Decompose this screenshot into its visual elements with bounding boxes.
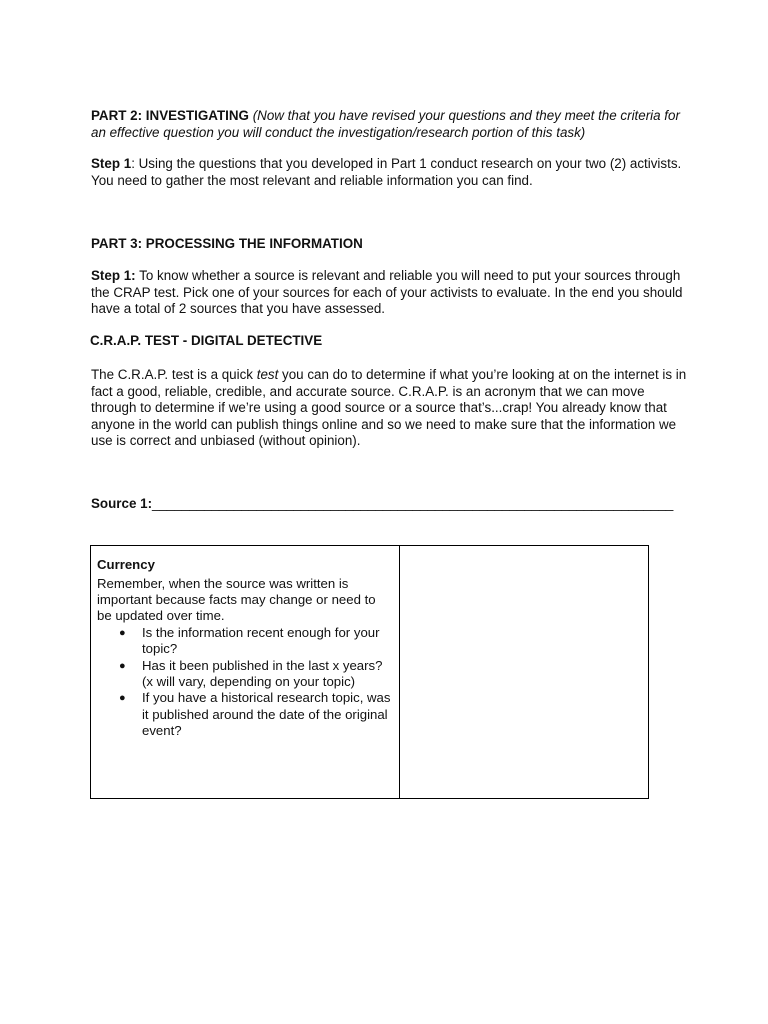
bullet-icon: ● <box>119 626 126 639</box>
crap-intro-a: The C.R.A.P. test is a quick <box>91 367 257 382</box>
currency-answer-cell[interactable] <box>400 546 648 798</box>
part2-step1 <box>91 156 691 189</box>
part3-step1-label: Step 1: <box>91 268 136 283</box>
part2-step1-label: Step 1 <box>91 156 132 171</box>
part2-note: (Now that you have revised your questions and they meet the criteria for an effective question you will conduct the investigation/research portion of this task) <box>91 108 680 140</box>
currency-list <box>97 625 393 740</box>
part3-section <box>91 236 691 253</box>
crap-intro <box>91 367 691 450</box>
part3-heading: PART 3: PROCESSING THE INFORMATION <box>91 236 363 251</box>
list-item <box>119 690 393 739</box>
crap-intro-b: you can do to determine if what you’re looking at on the internet is in fact a good, reliable, credible, and accurate source. C.R.A.P. is an acronym that we can move through to determine if we’re using a good source or a source that’s...crap! You already know that anyone in the world can publish things online and so we need to make sure that the information we use is correct and unbiased (without opinion). <box>91 367 687 448</box>
source1-field <box>91 496 691 513</box>
part2-heading: PART 2: INVESTIGATING <box>91 108 249 123</box>
part2-step1-text: : Using the questions that you developed in Part 1 conduct research on your two (2) activists. You need to gather the most relevant and reliable information you can find. <box>91 156 682 188</box>
bullet-icon: ● <box>119 692 126 705</box>
part2-paragraph <box>91 108 691 141</box>
crap-intro-em: test <box>256 367 279 382</box>
currency-title: Currency <box>97 557 155 572</box>
crap-section-heading <box>90 333 690 350</box>
source1-label: Source 1: <box>91 496 153 511</box>
list-item <box>119 657 393 691</box>
list-item-text: Is the information recent enough for your topic? <box>142 624 380 657</box>
bullet-icon: ● <box>119 659 126 672</box>
list-item-text: If you have a historical research topic, was it published around the date of the original event? <box>142 690 391 739</box>
crap-table <box>90 545 649 799</box>
currency-cell <box>91 546 400 798</box>
list-item <box>119 624 393 658</box>
part3-step1-text: To know whether a source is relevant and reliable you will need to put your sources through the CRAP test. Pick one of your sources for each of your activists to evaluate. In the end you should have a total of 2 sources that you have assessed. <box>91 268 683 316</box>
crap-heading: C.R.A.P. TEST - DIGITAL DETECTIVE <box>90 333 323 348</box>
currency-text: Remember, when the source was written is important because facts may change or need to be updated over time. <box>97 575 376 624</box>
part3-step1 <box>91 268 691 318</box>
source1-line: ______________________________________________________________________ <box>152 496 674 511</box>
part2-section <box>91 108 691 141</box>
list-item-text: Has it been published in the last x years? (x will vary, depending on your topic) <box>142 657 383 689</box>
